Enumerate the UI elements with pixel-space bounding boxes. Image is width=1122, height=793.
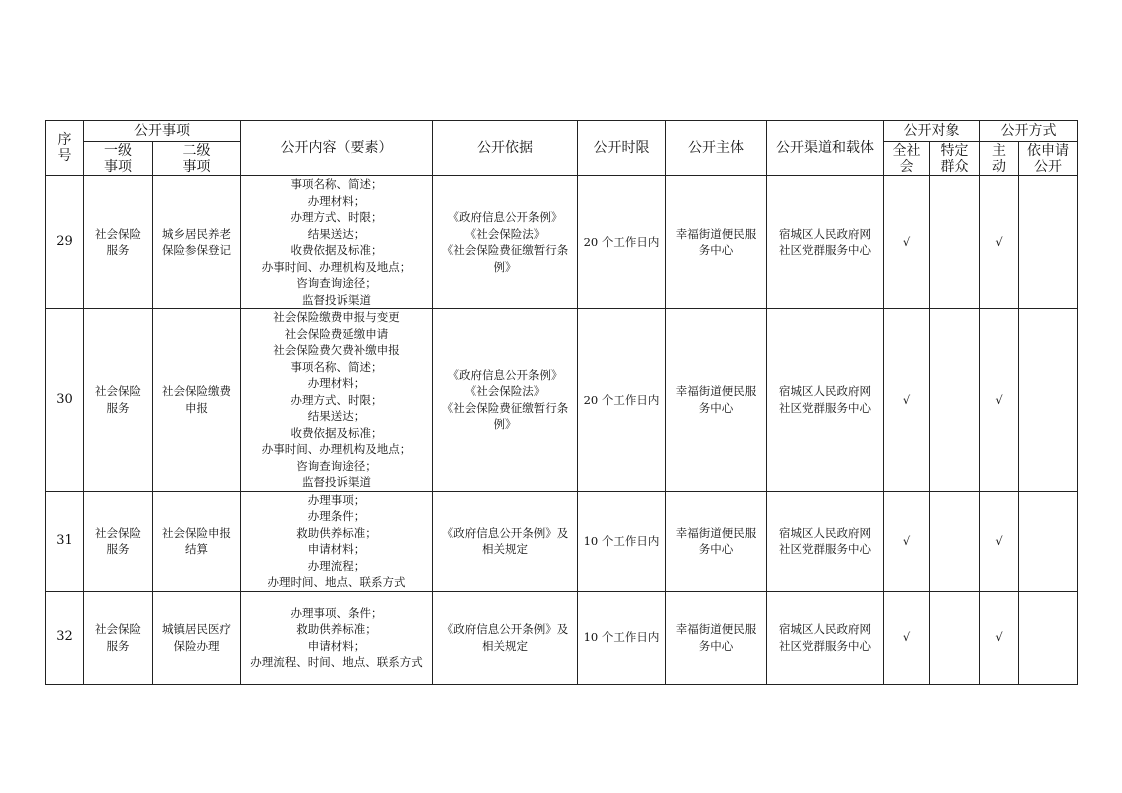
cell-method-apply: [1019, 591, 1078, 684]
cell-target-specific: [930, 591, 980, 684]
cell-method-apply: [1019, 491, 1078, 591]
header-target: 公开对象: [884, 121, 980, 142]
cell-time-limit: 20 个工作日内: [578, 176, 666, 309]
cell-target-all: √: [884, 491, 930, 591]
header-target-all: 全社 会: [884, 142, 930, 176]
cell-content: 事项名称、简述； 办理材料； 办理方式、时限； 结果送达； 收费依据及标准； 办事时间、办理机构及地点； 咨询查询途径； 监督投诉渠道: [241, 176, 433, 309]
header-content: 公开内容（要素）: [241, 121, 433, 176]
header-method-apply: 依申请 公开: [1019, 142, 1078, 176]
cell-level2: 城镇居民医疗 保险办理: [153, 591, 241, 684]
cell-level1: 社会保险 服务: [84, 491, 153, 591]
cell-content: 办理事项； 办理条件； 救助供养标准； 申请材料； 办理流程； 办理时间、地点、联系方式: [241, 491, 433, 591]
cell-level2: 社会保险申报 结算: [153, 491, 241, 591]
header-method: 公开方式: [980, 121, 1078, 142]
cell-seq: 29: [46, 176, 84, 309]
header-target-specific: 特定 群众: [930, 142, 980, 176]
cell-channel: 宿城区人民政府网 社区党群服务中心: [767, 176, 884, 309]
cell-subject: 幸福街道便民服 务中心: [666, 309, 767, 492]
cell-target-all: √: [884, 309, 930, 492]
header-channel: 公开渠道和载体: [767, 121, 884, 176]
cell-target-all: √: [884, 176, 930, 309]
header-time-limit: 公开时限: [578, 121, 666, 176]
cell-method-apply: [1019, 176, 1078, 309]
table-row: [46, 176, 1078, 309]
cell-basis: 《政府信息公开条例》及 相关规定: [433, 591, 578, 684]
cell-basis: 《政府信息公开条例》及 相关规定: [433, 491, 578, 591]
cell-method-active: √: [980, 491, 1019, 591]
cell-channel: 宿城区人民政府网 社区党群服务中心: [767, 491, 884, 591]
header-level1: 一级 事项: [84, 142, 153, 176]
cell-time-limit: 10 个工作日内: [578, 591, 666, 684]
header-basis: 公开依据: [433, 121, 578, 176]
table-row: [46, 309, 1078, 492]
header-seq: 序 号: [46, 121, 84, 176]
cell-target-specific: [930, 491, 980, 591]
cell-target-all: √: [884, 591, 930, 684]
cell-level1: 社会保险 服务: [84, 176, 153, 309]
cell-target-specific: [930, 176, 980, 309]
cell-seq: 31: [46, 491, 84, 591]
cell-method-active: √: [980, 591, 1019, 684]
cell-method-active: √: [980, 176, 1019, 309]
cell-channel: 宿城区人民政府网 社区党群服务中心: [767, 309, 884, 492]
header-method-active: 主 动: [980, 142, 1019, 176]
cell-time-limit: 10 个工作日内: [578, 491, 666, 591]
header-public-items: 公开事项: [84, 121, 241, 142]
cell-seq: 32: [46, 591, 84, 684]
cell-subject: 幸福街道便民服 务中心: [666, 591, 767, 684]
cell-channel: 宿城区人民政府网 社区党群服务中心: [767, 591, 884, 684]
header-level2: 二级 事项: [153, 142, 241, 176]
cell-basis: 《政府信息公开条例》 《社会保险法》 《社会保险费征缴暂行条 例》: [433, 176, 578, 309]
cell-seq: 30: [46, 309, 84, 492]
cell-level1: 社会保险 服务: [84, 591, 153, 684]
cell-time-limit: 20 个工作日内: [578, 309, 666, 492]
cell-subject: 幸福街道便民服 务中心: [666, 491, 767, 591]
cell-method-active: √: [980, 309, 1019, 492]
table-row: [46, 591, 1078, 684]
disclosure-table: [45, 120, 1078, 685]
cell-content: 办理事项、条件； 救助供养标准； 申请材料； 办理流程、时间、地点、联系方式: [241, 591, 433, 684]
cell-level2: 社会保险缴费 申报: [153, 309, 241, 492]
cell-subject: 幸福街道便民服 务中心: [666, 176, 767, 309]
cell-method-apply: [1019, 309, 1078, 492]
cell-target-specific: [930, 309, 980, 492]
header-subject: 公开主体: [666, 121, 767, 176]
cell-content: 社会保险缴费申报与变更 社会保险费延缴申请 社会保险费欠费补缴申报 事项名称、简述； 办理材料； 办理方式、时限； 结果送达； 收费依据及标准； 办事时间、办理机构及地点； 咨询查询途径； 监督投诉渠道: [241, 309, 433, 492]
cell-level1: 社会保险 服务: [84, 309, 153, 492]
cell-level2: 城乡居民养老 保险参保登记: [153, 176, 241, 309]
cell-basis: 《政府信息公开条例》 《社会保险法》 《社会保险费征缴暂行条 例》: [433, 309, 578, 492]
table-row: [46, 491, 1078, 591]
